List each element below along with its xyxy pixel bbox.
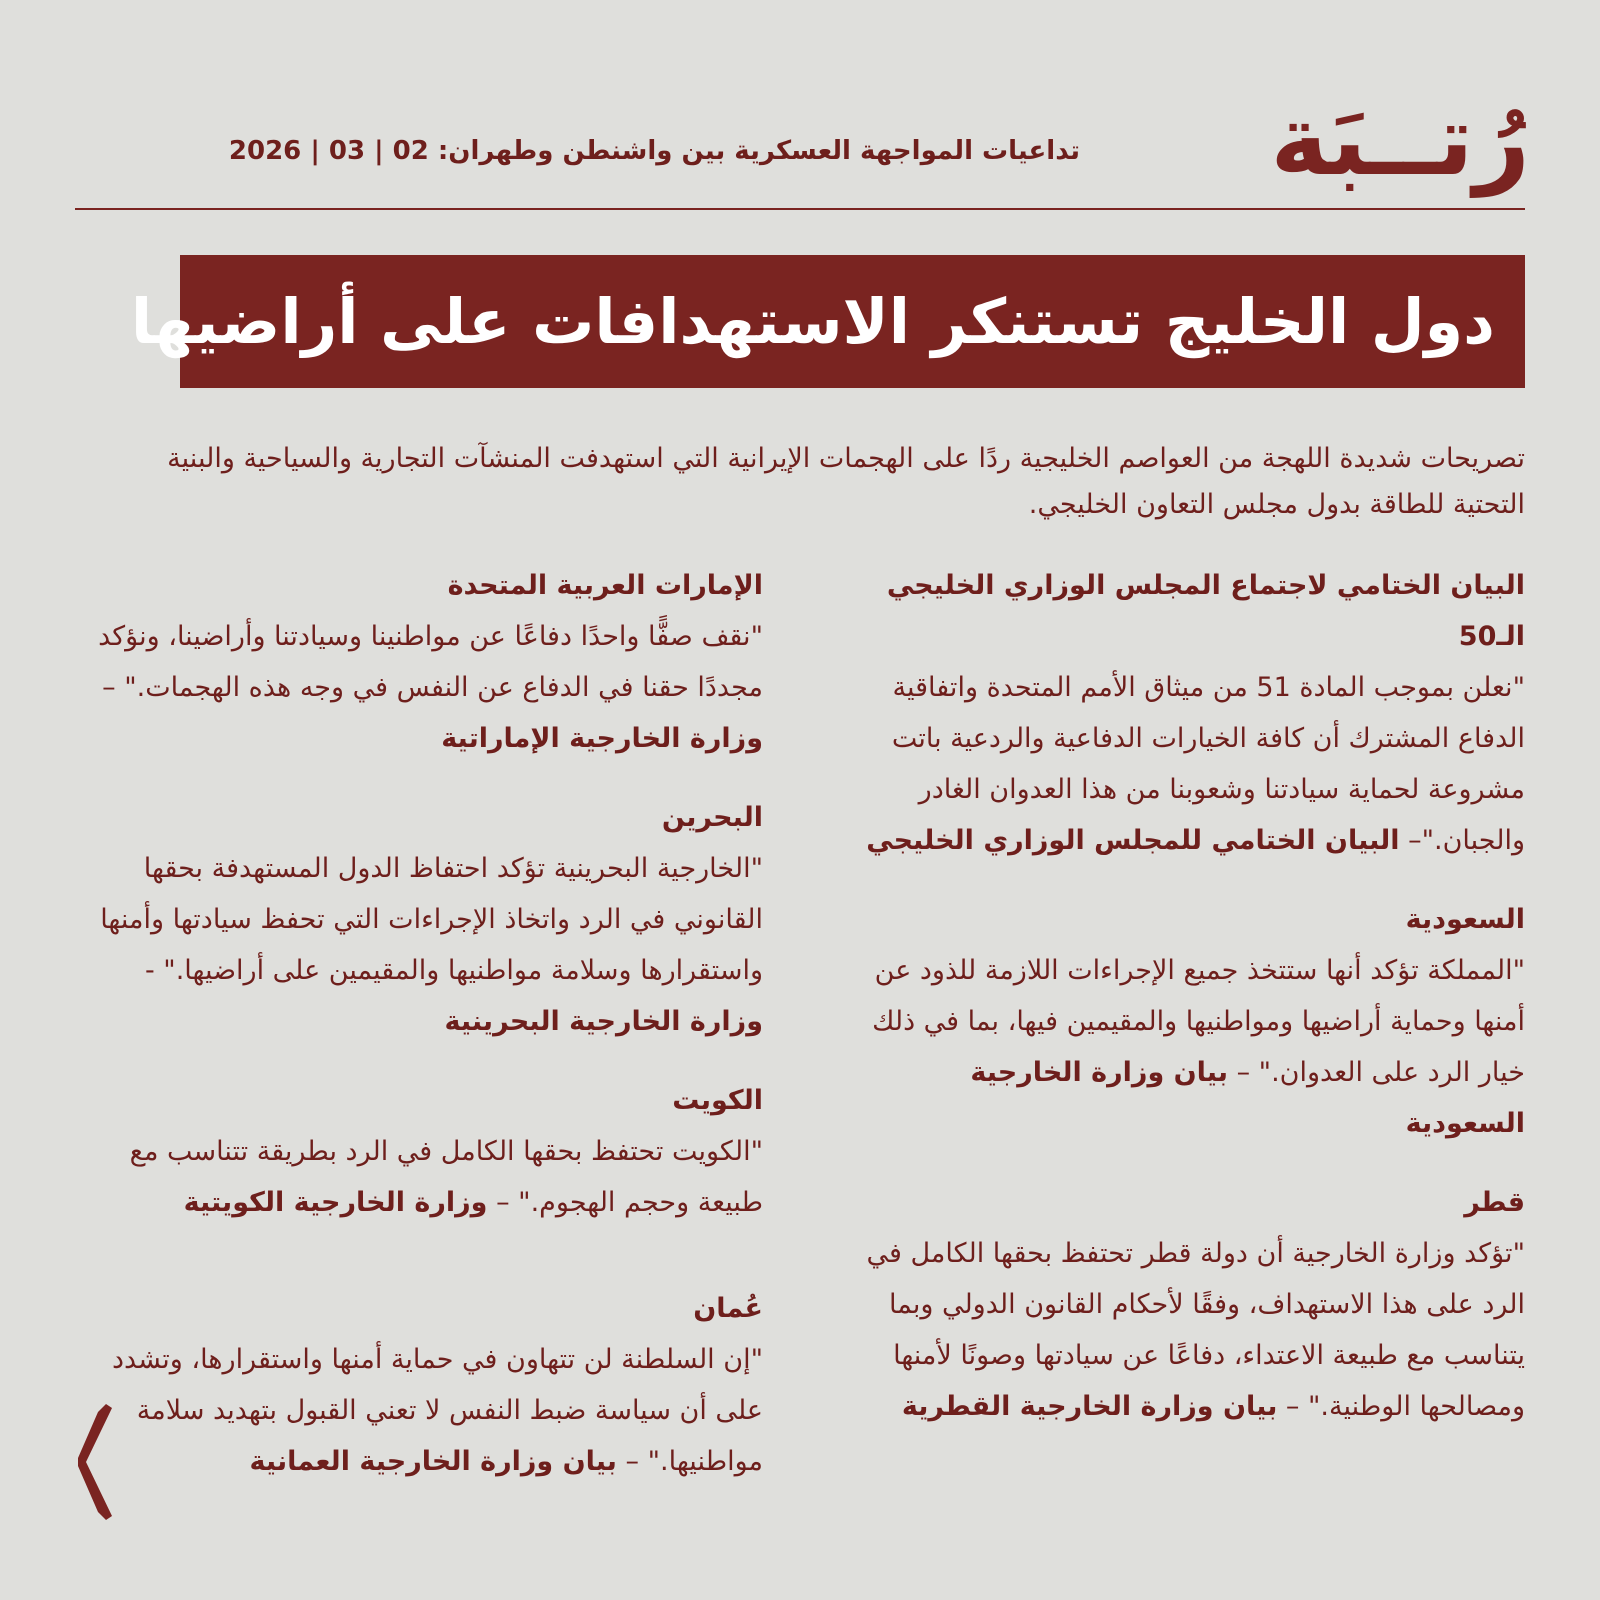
statement-gcc — [845, 560, 1525, 866]
statement-heading: الإمارات العربية المتحدة — [447, 570, 763, 601]
statement-source: البيان الختامي للمجلس الوزاري الخليجي — [866, 825, 1400, 856]
title-banner — [130, 255, 1525, 388]
right-column — [845, 560, 1525, 1432]
statement-saudi — [845, 894, 1525, 1149]
statement-body — [845, 1228, 1525, 1432]
statement-kuwait — [75, 1075, 763, 1228]
statement-qatar — [845, 1177, 1525, 1432]
statement-quote: "نقف صفًّا واحدًا دفاعًا عن مواطنينا وسيادتنا وأراضينا، ونؤكد مجددًا حقنا في الدفاع عن النفس في وجه هذه الهجمات." – — [98, 621, 763, 703]
statement-body — [75, 843, 763, 1047]
left-column — [75, 560, 763, 1487]
statement-heading: قطر — [1464, 1187, 1525, 1218]
statement-heading: البحرين — [661, 802, 763, 833]
statement-uae — [75, 560, 763, 764]
statement-bahrain — [75, 792, 763, 1047]
statement-source: وزارة الخارجية الإماراتية — [441, 723, 763, 754]
statement-source: بيان وزارة الخارجية العمانية — [249, 1446, 617, 1477]
intro-paragraph: تصريحات شديدة اللهجة من العواصم الخليجية ردًا على الهجمات الإيرانية التي استهدفت المنشآت التجارية والسياحية والبنية التحتية للطاقة بدول مجلس التعاون الخليجي. — [167, 443, 1525, 520]
statement-body — [75, 611, 763, 764]
statement-heading: الكويت — [672, 1085, 763, 1116]
header-meta: تداعيات المواجهة العسكرية بين واشنطن وطهران: 02 | 03 | 2026 — [228, 136, 1080, 166]
statement-quote: "الخارجية البحرينية تؤكد احتفاظ الدول المستهدفة بحقها القانوني في الرد واتخاذ الإجراءات التي تحفظ سيادتها وأمنها واستقرارها وسلامة مواطنيها والمقيمين على أراضيها." - — [100, 853, 763, 986]
statement-source: وزارة الخارجية الكويتية — [183, 1187, 488, 1218]
statement-source: بيان وزارة الخارجية القطرية — [901, 1391, 1278, 1422]
page-title: دول الخليج تستنكر الاستهدافات على أراضيها — [130, 285, 1495, 358]
statement-body — [75, 1126, 763, 1228]
header-divider — [75, 208, 1525, 210]
statement-body — [845, 945, 1525, 1149]
statement-quote: "المملكة تؤكد أنها ستتخذ جميع الإجراءات اللازمة للذود عن أمنها وحماية أراضيها ومواطنيها والمقيمين فيها، بما في ذلك خيار الرد على العدوان." – — [872, 955, 1525, 1088]
statement-source: بيان وزارة الخارجية السعودية — [970, 1057, 1525, 1139]
statement-heading: عُمان — [693, 1293, 763, 1324]
statement-oman — [75, 1283, 763, 1487]
brand-mark-icon — [72, 1400, 116, 1524]
statement-quote: "الكويت تحتفظ بحقها الكامل في الرد بطريقة تتناسب مع طبيعة وحجم الهجوم." – — [129, 1136, 763, 1218]
statement-body — [75, 1334, 763, 1487]
statement-body — [845, 662, 1525, 866]
statement-quote: "نعلن بموجب المادة 51 من ميثاق الأمم المتحدة واتفاقية الدفاع المشترك أن كافة الخيارات الدفاعية والردعية باتت مشروعة لحماية سيادتنا وشعوبنا من هذا العدوان الغادر والجبان."– — [891, 672, 1525, 856]
statement-heading: السعودية — [1405, 904, 1525, 935]
statement-source: وزارة الخارجية البحرينية — [444, 1006, 763, 1037]
brand-logo: رُتــبَة — [1270, 84, 1530, 198]
statement-heading: البيان الختامي لاجتماع المجلس الوزاري الخليجي الـ50 — [886, 570, 1525, 652]
statement-quote: "تؤكد وزارة الخارجية أن دولة قطر تحتفظ بحقها الكامل في الرد على هذا الاستهداف، وفقًا لأحكام القانون الدولي وبما يتناسب مع طبيعة الاعتداء، دفاعًا عن سيادتها وصونًا لأمنها ومصالحها الوطنية." – — [866, 1238, 1525, 1422]
statement-quote: "إن السلطنة لن تتهاون في حماية أمنها واستقرارها، وتشدد على أن سياسة ضبط النفس لا تعني القبول بتهديد سلامة مواطنيها." – — [111, 1344, 763, 1477]
